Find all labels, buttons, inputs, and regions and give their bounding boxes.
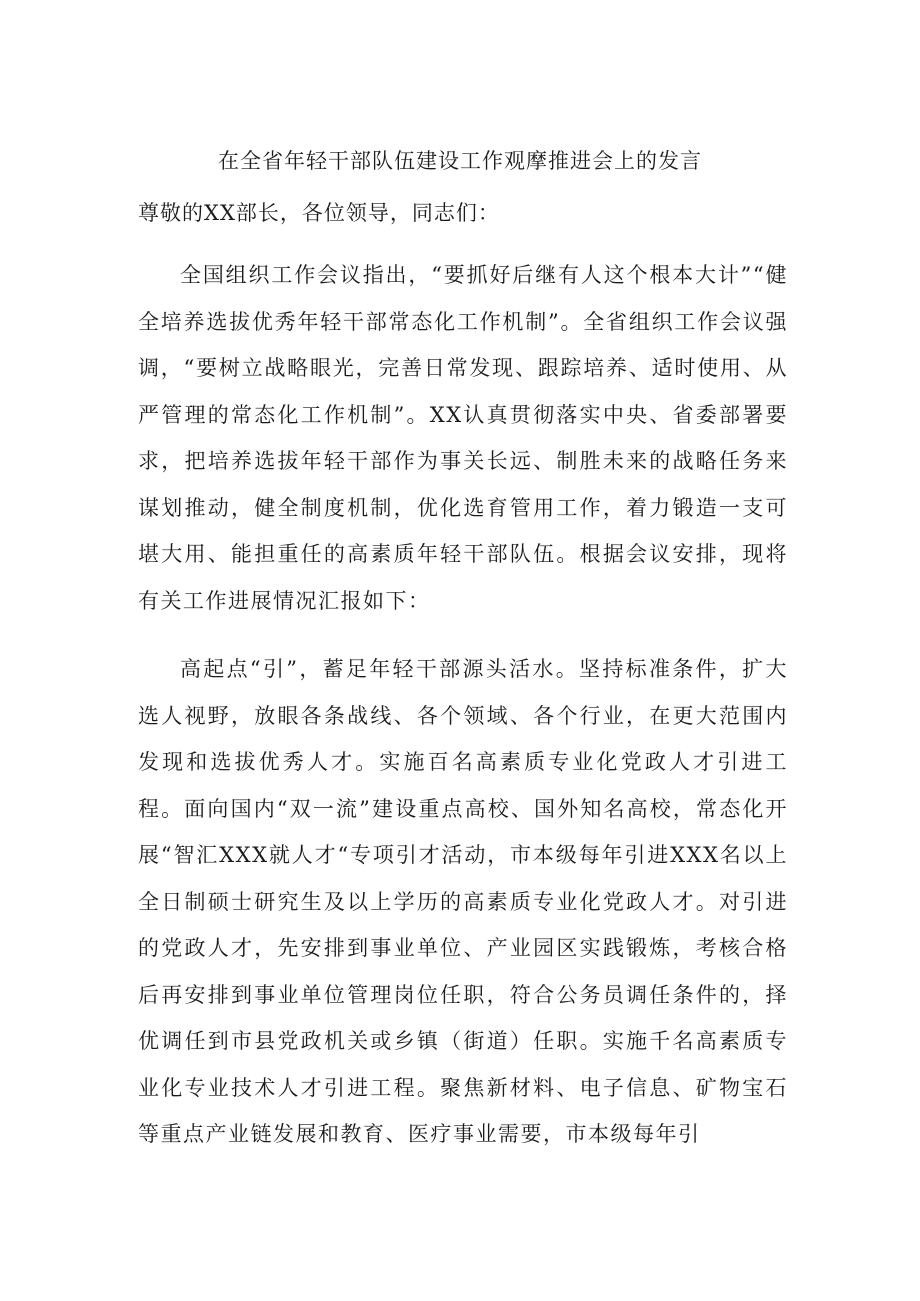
document-title: 在全省年轻干部队伍建设工作观摩推进会上的发言: [218, 149, 702, 173]
paragraph-intro: 全国组织工作会议指出，“要抓好后继有人这个根本大计”“健全培养选拔优秀年轻干部常态化工作机制”。全省组织工作会议强调，“要树立战略眼光，完善日常发现、跟踪培养、适时使用、从严管理的常态化工作机制”。XX认真贯彻落实中央、省委部署要求，把培养选拔年轻干部作为事关长远、制胜未来的战略任务来谋划推动，健全制度机制，优化选育管用工作，着力锻造一支可堪大用、能担重任的高素质年轻干部队伍。根据会议安排，现将有关工作进展情况汇报如下：: [138, 263, 788, 613]
salutation: 尊敬的XX部长，各位领导，同志们：: [138, 201, 500, 225]
paragraph-recruitment: 高起点“引”，蓄足年轻干部源头活水。坚持标准条件，扩大选人视野，放眼各条战线、各个领域、各个行业，在更大范围内发现和选拔优秀人才。实施百名高素质专业化党政人才引进工程。面向国内“双一流”建设重点高校、国外知名高校，常态化开展“智汇XXX就人才“专项引才活动，市本级每年引进XXX名以上全日制硕士研究生及以上学历的高素质专业化党政人才。对引进的党政人才，先安排到事业单位、产业园区实践锻炼，考核合格后再安排到事业单位管理岗位任职，符合公务员调任条件的，择优调任到市县党政机关或乡镇（街道）任职。实施千名高素质专业化专业技术人才引进工程。聚焦新材料、电子信息、矿物宝石等重点产业链发展和教育、医疗事业需要，市本级每年引: [138, 657, 788, 1146]
